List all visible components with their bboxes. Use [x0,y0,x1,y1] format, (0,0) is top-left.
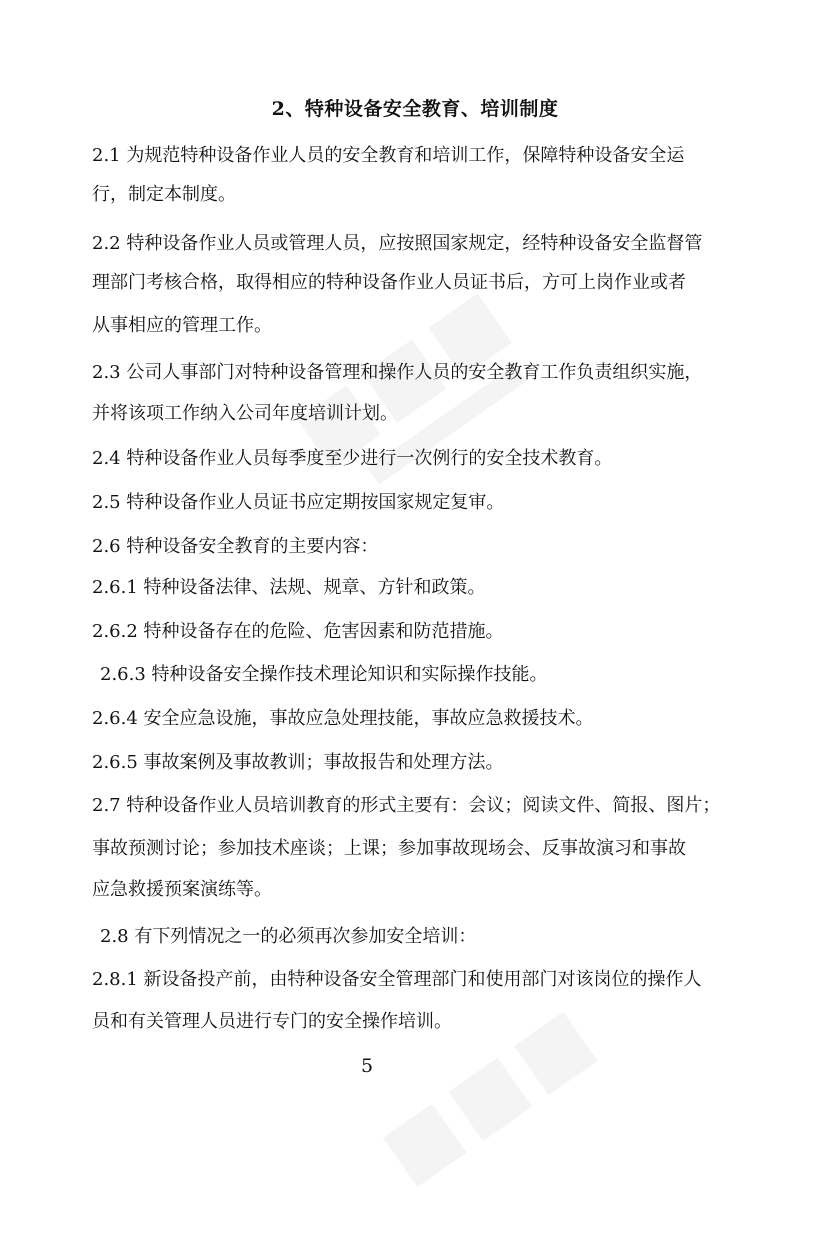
paragraph-line: 2.6 特种设备安全教育的主要内容： [92,536,379,557]
paragraph-line: 2.6.3 特种设备安全操作技术理论知识和实际操作技能。 [100,664,548,685]
paragraph-line: 2.6.2 特种设备存在的危险、危害因素和防范措施。 [92,621,504,642]
paragraph-line: 员和有关管理人员进行专门的安全操作培训。 [92,1011,452,1032]
paragraph-line: 2.5 特种设备作业人员证书应定期按国家规定复审。 [92,492,505,513]
paragraph-line: 2.8 有下列情况之一的必须再次参加安全培训： [100,926,477,947]
paragraph-line: 从事相应的管理工作。 [92,315,272,336]
paragraph-line: 事故预测讨论；参加技术座谈；上课；参加事故现场会、反事故演习和事故 [92,838,686,859]
document-title: 2、特种设备安全教育、培训制度 [271,98,559,120]
paragraph-line: 并将该项工作纳入公司年度培训计划。 [92,403,398,424]
paragraph-line: 应急救援预案演练等。 [92,879,272,900]
paragraph-line: 2.8.1 新设备投产前，由特种设备安全管理部门和使用部门对该岗位的操作人 [92,969,702,990]
paragraph-line: 2.3 公司人事部门对特种设备管理和操作人员的安全教育工作负责组织实施， [92,362,703,383]
paragraph-line: 2.6.1 特种设备法律、法规、规章、方针和政策。 [92,577,486,598]
paragraph-line: 2.6.5 事故案例及事故教训；事故报告和处理方法。 [92,752,504,773]
paragraph-line: 理部门考核合格，取得相应的特种设备作业人员证书后，方可上岗作业或者 [92,272,686,293]
page-number: 5 [360,1055,374,1077]
paragraph-line: 2.2 特种设备作业人员或管理人员，应按照国家规定，经特种设备安全监督管 [92,233,703,254]
paragraph-line: 行，制定本制度。 [92,184,236,205]
paragraph-line: 2.6.4 安全应急设施，事故应急处理技能，事故应急救援技术。 [92,708,594,729]
paragraph-line: 2.4 特种设备作业人员每季度至少进行一次例行的安全技术教育。 [92,448,613,469]
paragraph-line: 2.7 特种设备作业人员培训教育的形式主要有：会议；阅读文件、简报、图片； [92,795,721,816]
paragraph-line: 2.1 为规范特种设备作业人员的安全教育和培训工作，保障特种设备安全运 [92,145,685,166]
